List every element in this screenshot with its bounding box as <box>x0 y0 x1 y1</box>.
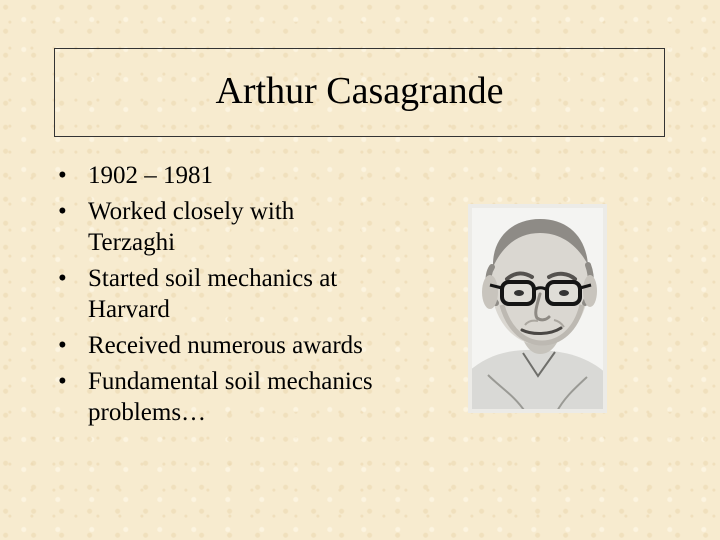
bullet-text: Fundamental soil mechanics problems… <box>88 368 373 426</box>
portrait-photo <box>468 204 607 413</box>
bullet-text: Received numerous awards <box>88 332 363 359</box>
bullet-item <box>58 366 378 428</box>
title-frame <box>54 48 665 137</box>
bullet-item <box>58 160 378 191</box>
bullet-text: Worked closely with Terzaghi <box>88 198 295 256</box>
bullet-text: 1902 – 1981 <box>88 162 213 189</box>
bullet-item <box>58 196 378 258</box>
bullet-list <box>58 160 378 433</box>
slide-title: Arthur Casagrande <box>215 69 504 112</box>
bullet-item <box>58 330 378 361</box>
bullet-text: Started soil mechanics at Harvard <box>88 265 338 323</box>
bullet-item <box>58 263 378 325</box>
portrait-illustration <box>468 204 607 413</box>
